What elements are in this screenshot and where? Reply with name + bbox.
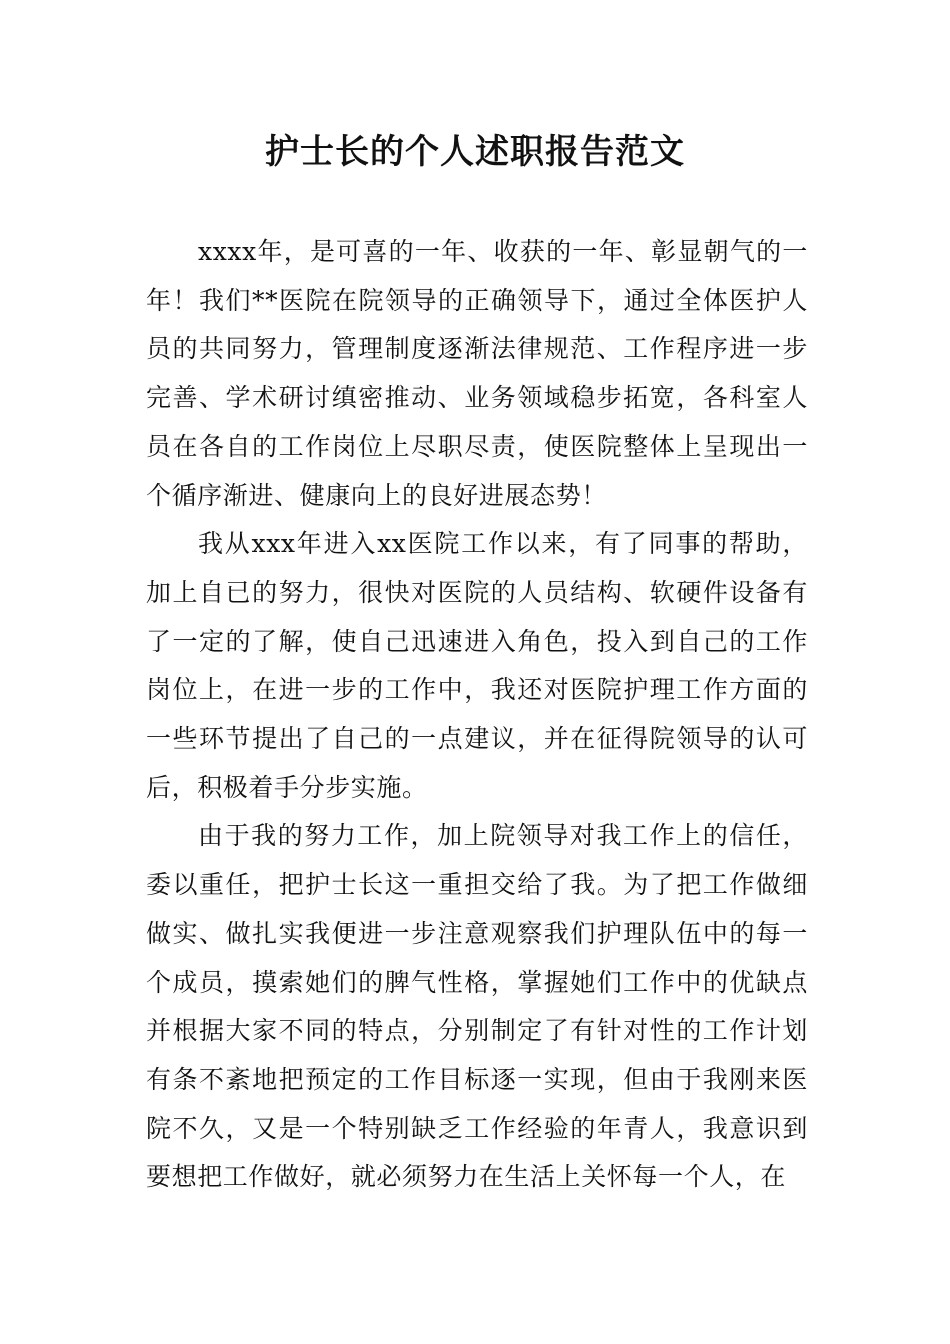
paragraph-3: 由于我的努力工作，加上院领导对我工作上的信任，委以重任，把护士长这一重担交给了我。为了把工作做细做实、做扎实我便进一步注意观察我们护理队伍中的每一个成员，摸索她们的脾气性格，掌握她们工作中的优缺点并根据大家不同的特点，分别制定了有针对性的工作计划有条不紊地把预定的工作目标逐一实现，但由于我刚来医院不久，又是一个特别缺乏工作经验的年青人，我意识到要想把工作做好，就必须努力在生活上关怀每一个人，在: [146, 821, 808, 1192]
document-body: [146, 228, 808, 1202]
document-title: 护士长的个人述职报告范文: [265, 132, 685, 172]
paragraph-2: 我从xxx年进入xx医院工作以来，有了同事的帮助，加上自已的努力，很快对医院的人员结构、软硬件设备有了一定的了解，使自己迅速进入角色，投入到自己的工作岗位上，在进一步的工作中，我还对医院护理工作方面的一些环节提出了自己的一点建议，并在征得院领导的认可后，积极着手分步实施。: [146, 529, 808, 802]
paragraph-1: xxxx年，是可喜的一年、收获的一年、彰显朝气的一年！我们**医院在院领导的正确领导下，通过全体医护人员的共同努力，管理制度逐渐法律规范、工作程序进一步完善、学术研讨缜密推动、业务领域稳步拓宽，各科室人员在各自的工作岗位上尽职尽责，使医院整体上呈现出一个循序渐进、健康向上的良好进展态势！: [146, 237, 808, 510]
